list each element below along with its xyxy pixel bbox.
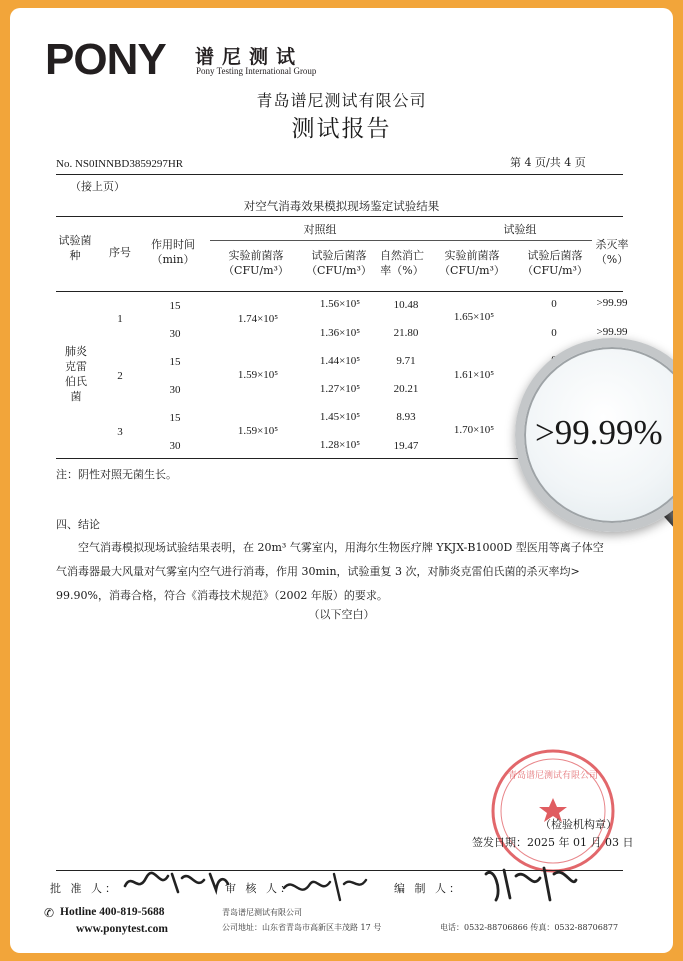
logo-wordmark: PONY	[45, 35, 166, 84]
header-before-control: 实验前菌落（CFU/m³）	[223, 249, 289, 277]
header-kill-rate: 杀灭率（%）	[595, 238, 629, 266]
time-cell: 30	[169, 440, 181, 452]
logo-chinese: 谱尼测试	[195, 46, 304, 68]
red-seal	[488, 746, 618, 876]
phone-fax: 电话：0532-88706866 传真：0532-88706877	[440, 923, 619, 932]
strain-name: 肺炎克雷伯氏菌	[65, 345, 87, 403]
company-name: 青岛谱尼测试有限公司	[256, 91, 427, 110]
page-number: 第 4 页/共 4 页	[510, 156, 586, 169]
group-subrule	[210, 240, 592, 241]
header-after-control: 试验后菌落（CFU/m³）	[306, 249, 372, 277]
continued-label: （接上页）	[70, 180, 125, 193]
sign-date: 签发日期：2025 年 01 月 03 日	[472, 836, 634, 849]
control-before-cell: 1.59×10⁵	[237, 369, 279, 381]
header-test-group: 试验组	[503, 223, 537, 236]
header-strain: 试验菌种	[58, 234, 92, 262]
seq-cell: 3	[117, 426, 123, 438]
time-cell: 15	[169, 300, 181, 312]
control-after-cell: 1.36×10⁵	[319, 327, 361, 339]
website: www.ponytest.com	[76, 923, 168, 935]
table-note: 注：阴性对照无菌生长。	[56, 468, 177, 481]
header-before-test: 实验前菌落（CFU/m³）	[439, 249, 505, 277]
control-after-cell: 1.44×10⁵	[319, 355, 361, 367]
approver-signature	[120, 864, 230, 898]
address: 公司地址：山东省青岛市高新区丰茂路 17 号	[222, 923, 382, 932]
table-top-rule	[56, 216, 623, 217]
header-after-test: 试验后菌落（CFU/m³）	[522, 249, 588, 277]
report-page	[10, 8, 673, 953]
control-after-cell: 1.45×10⁵	[319, 411, 361, 423]
document-title: 测试报告	[291, 116, 392, 142]
natural-rate-cell: 21.80	[393, 327, 419, 339]
natural-rate-cell: 10.48	[393, 299, 419, 311]
natural-rate-cell: 8.93	[396, 411, 416, 423]
header-time: 作用时间（min）	[151, 238, 195, 266]
address-company: 青岛谱尼测试有限公司	[222, 908, 302, 917]
blank-below-label: （以下空白）	[308, 608, 375, 621]
seal-text: 青岛谱尼测试有限公司	[507, 771, 599, 781]
kill-rate-cell: >99.99	[596, 297, 628, 309]
reviewer-signature	[280, 866, 370, 906]
test-before-cell: 1.65×10⁵	[453, 311, 495, 323]
test-before-cell: 1.70×10⁵	[453, 424, 495, 436]
natural-rate-cell: 9.71	[396, 355, 416, 367]
header-control-group: 对照组	[303, 223, 337, 236]
phone-icon: ✆	[44, 906, 55, 920]
seal-label: （检验机构章）	[540, 818, 617, 831]
seq-cell: 1	[117, 313, 123, 325]
compile-label: 编 制 人：	[394, 882, 463, 895]
time-cell: 15	[169, 356, 181, 368]
report-number: No. NS0INNBD3859297HR	[56, 158, 184, 170]
time-cell: 30	[169, 328, 181, 340]
natural-rate-cell: 19.47	[393, 440, 419, 452]
seq-cell: 2	[117, 370, 123, 382]
test-after-cell: 0	[551, 327, 557, 339]
header-seq: 序号	[109, 246, 131, 259]
conclusion-heading: 四、结论	[56, 518, 100, 531]
logo-english: Pony Testing International Group	[196, 66, 317, 76]
time-cell: 15	[169, 412, 181, 424]
control-after-cell: 1.56×10⁵	[319, 298, 361, 310]
header-rule	[56, 174, 623, 175]
conclusion-line: 空气消毒模拟现场试验结果表明，在 20m³ 气雾室内，用海尔生物医疗牌 YKJX-B1000D 型医用等离子体空	[78, 541, 604, 554]
kill-rate-cell: >99.99	[596, 326, 628, 338]
control-after-cell: 1.27×10⁵	[319, 383, 361, 395]
conclusion-text	[56, 536, 631, 608]
test-before-cell: 1.61×10⁵	[453, 369, 495, 381]
control-before-cell: 1.59×10⁵	[237, 425, 279, 437]
test-after-cell: 0	[551, 298, 557, 310]
control-after-cell: 1.28×10⁵	[319, 439, 361, 451]
conclusion-line: 99.90%，消毒合格，符合《消毒技术规范》（2002 年版）的要求。	[56, 589, 388, 602]
magnified-kill-rate: >99.99%	[535, 413, 663, 452]
approve-label: 批 准 人：	[50, 882, 119, 895]
review-label: 审 核 人：	[225, 882, 294, 895]
time-cell: 30	[169, 384, 181, 396]
natural-rate-cell: 20.21	[393, 383, 419, 395]
control-before-cell: 1.74×10⁵	[237, 313, 279, 325]
hotline: Hotline 400-819-5688	[60, 906, 165, 918]
compiler-signature	[480, 860, 580, 906]
header-bottom-rule	[56, 291, 623, 292]
conclusion-line: 气消毒器最大风量对气雾室内空气进行消毒，作用 30min，试验重复 3 次，对肺炎克雷伯氏菌的杀灭率均>	[56, 565, 580, 578]
table-title: 对空气消毒效果模拟现场鉴定试验结果	[243, 199, 440, 213]
header-natural-rate: 自然消亡率（%）	[380, 249, 424, 277]
